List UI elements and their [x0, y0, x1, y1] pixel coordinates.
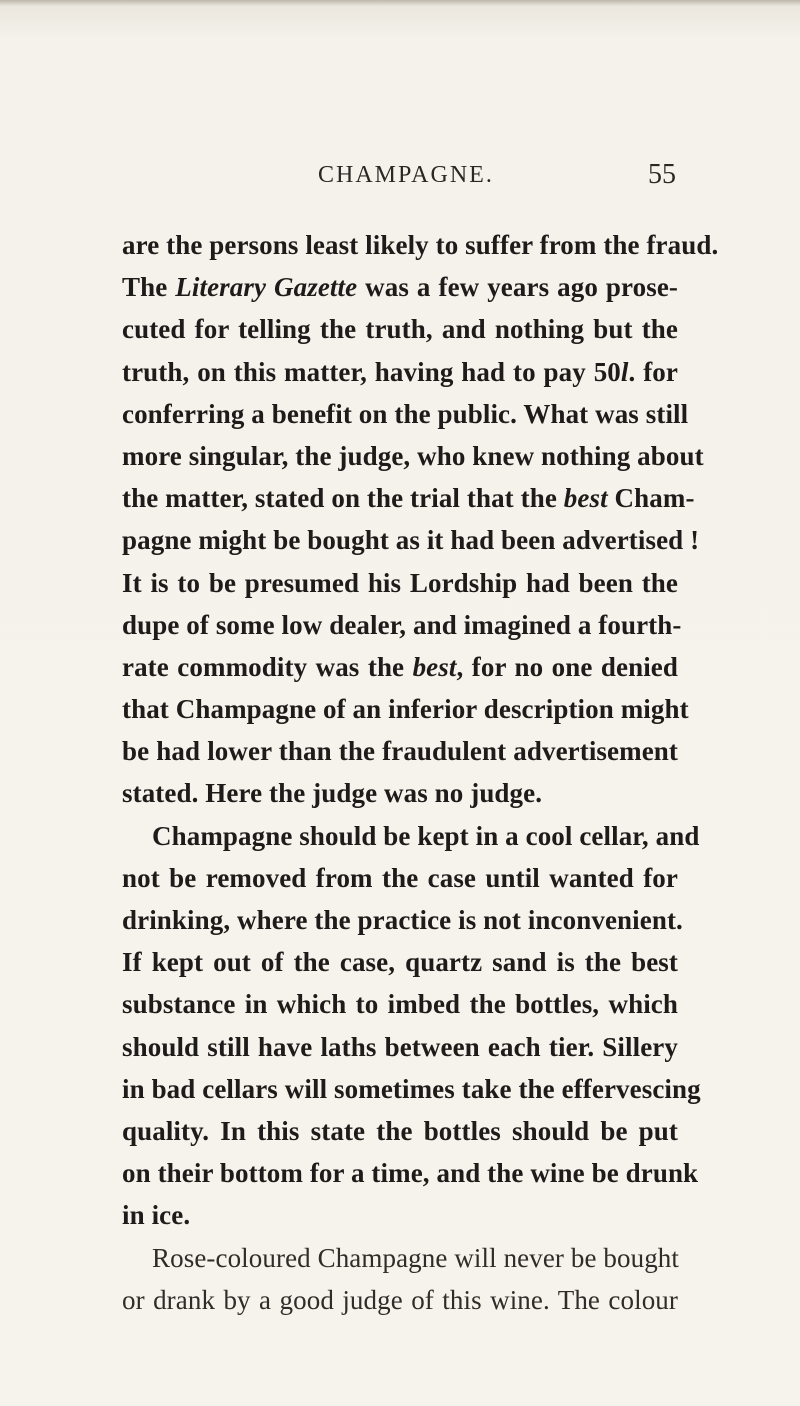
text-span: substance in which to imbed the bottles, which: [122, 989, 678, 1020]
text-span: The: [122, 272, 176, 303]
body-text: [122, 224, 719, 1321]
text-line: [122, 899, 683, 941]
text-line: [122, 1152, 699, 1194]
text-span: not be removed from the case until wanted for: [122, 862, 678, 893]
running-head: [0, 159, 800, 198]
text-span: on their bottom for a time, and the wine be drunk: [122, 1158, 699, 1189]
text-line: [122, 1068, 701, 1110]
page-number: 55: [648, 159, 676, 190]
text-line: [122, 1237, 678, 1279]
italic-text: l: [620, 356, 629, 387]
text-line: [122, 1110, 678, 1152]
italic-text: best: [563, 483, 608, 514]
text-line: [122, 1194, 678, 1236]
text-span: conferring a benefit on the public. What was still: [122, 398, 689, 429]
italic-text: Literary Gazette: [175, 272, 358, 303]
page-top-edge: [0, 0, 800, 6]
text-span: be had lower than the fraudulent advertisement: [122, 736, 678, 767]
text-span: drinking, where the practice is not inconvenient.: [122, 905, 683, 935]
text-span: stated. Here the judge was no judge.: [122, 778, 543, 809]
text-span: in ice.: [122, 1200, 191, 1231]
text-span: If kept out of the case, quartz sand is the best: [122, 947, 678, 978]
text-span: the matter, stated on the trial that the: [122, 483, 564, 514]
text-span: more singular, the judge, who knew nothing about: [122, 440, 704, 471]
text-line: [122, 1026, 678, 1068]
text-line: [122, 941, 678, 983]
text-span: pagne might be bought as it had been advertised !: [122, 525, 700, 556]
text-span: rate commodity was the: [122, 651, 413, 682]
text-line: [122, 983, 678, 1025]
text-span: dupe of some low dealer, and imagined a fourth-: [122, 609, 682, 640]
text-line: [122, 857, 678, 899]
running-head-title: CHAMPAGNE.: [318, 162, 494, 188]
text-span: . for: [628, 356, 678, 387]
text-line: [122, 224, 719, 266]
text-span: was a few years ago prose-: [357, 272, 678, 303]
text-span: that Champagne of an inferior description might: [122, 694, 689, 725]
text-line: [122, 519, 700, 561]
text-line: [122, 393, 689, 435]
text-line: [122, 1279, 678, 1321]
text-line: [122, 646, 678, 688]
text-span: Rose-coloured Champagne will never be bought: [152, 1242, 680, 1273]
text-line: [122, 688, 689, 730]
text-line: [122, 477, 695, 519]
text-span: quality. In this state the bottles should be put: [122, 1115, 678, 1146]
text-span: It is to be presumed his Lordship had been the: [122, 567, 678, 598]
text-line: [122, 266, 678, 308]
text-span: Champagne should be kept in a cool cellar, and: [152, 820, 700, 851]
text-line: [122, 308, 678, 350]
text-line: [122, 730, 678, 772]
text-span: in bad cellars will sometimes take the effervescing: [122, 1073, 701, 1104]
text-line: [122, 435, 704, 477]
text-span: truth, on this matter, having had to pay 50: [122, 356, 621, 387]
text-span: or drank by a good judge of this wine. The colour: [122, 1284, 678, 1315]
text-span: , for no one denied: [456, 651, 678, 682]
text-line: [122, 772, 678, 814]
text-span: should still have laths between each tier. Sillery: [122, 1031, 678, 1062]
text-span: Cham-: [607, 483, 695, 514]
text-line: [122, 815, 700, 857]
text-span: are the persons least likely to suffer from the fraud.: [122, 230, 719, 260]
text-line: [122, 562, 678, 604]
text-span: cuted for telling the truth, and nothing but the: [122, 314, 678, 345]
text-line: [122, 604, 682, 646]
italic-text: best: [412, 651, 457, 682]
text-line: [122, 351, 678, 393]
